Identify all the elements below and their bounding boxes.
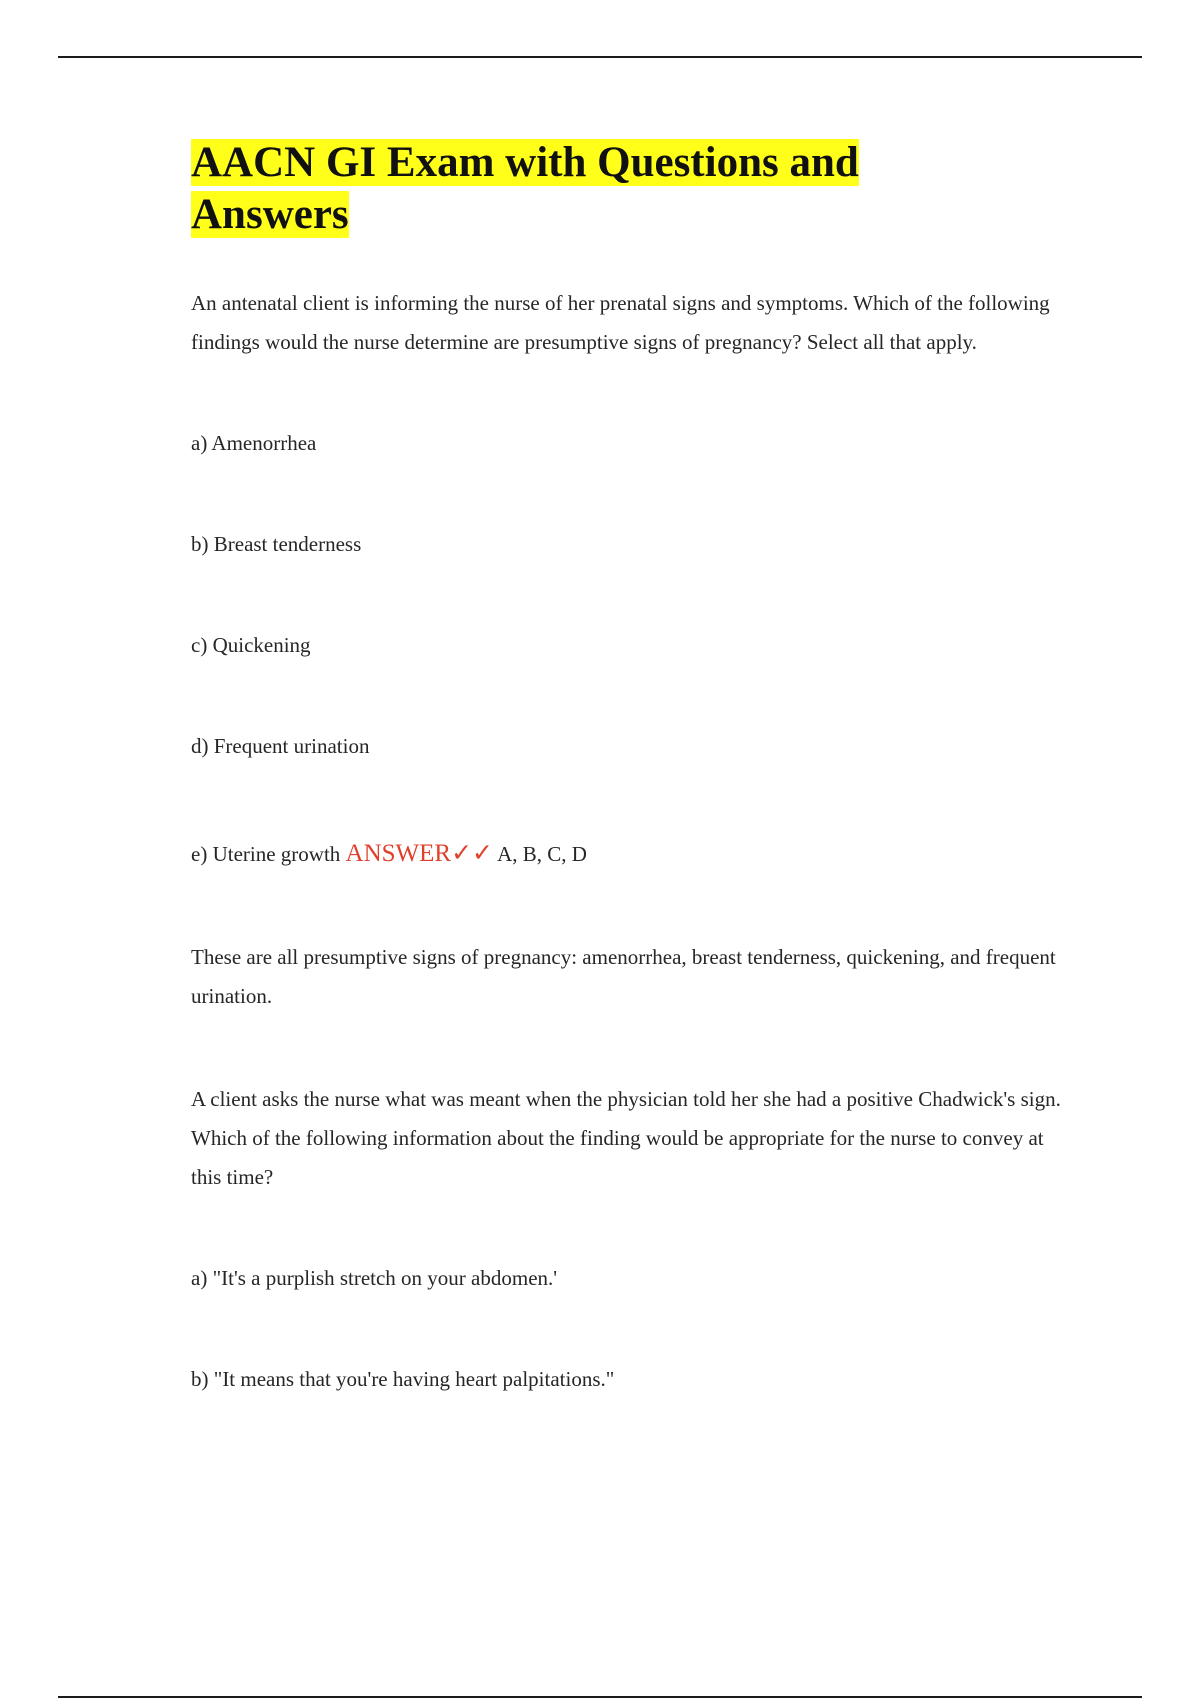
question-2-option-b: b) "It means that you're having heart palpitations." — [191, 1367, 615, 1391]
document-body — [191, 137, 1071, 1399]
question-1-option-d: d) Frequent urination — [191, 734, 370, 758]
question-1-option-a: a) Amenorrhea — [191, 431, 317, 455]
question-1-text: An antenatal client is informing the nurse of her prenatal signs and symptoms. Which of the following findings would the nurse determine are presumptive signs of pregnancy? Select all that apply. — [191, 291, 1050, 354]
answer-value: A, B, C, D — [497, 842, 587, 866]
title-line-1: AACN GI Exam with Questions and — [191, 139, 859, 186]
question-1-option-e-with-answer — [191, 834, 1071, 874]
question-1-option-c: c) Quickening — [191, 633, 311, 657]
question-1-option-e: e) Uterine growth — [191, 842, 341, 866]
question-2-text: A client asks the nurse what was meant when the physician told her she had a positive Chadwick's sign. Which of the following information about the finding would be appropriate for the nurse to convey at this time? — [191, 1087, 1061, 1189]
top-rule — [58, 56, 1142, 58]
bottom-rule — [58, 1696, 1142, 1698]
question-1-explanation: These are all presumptive signs of pregnancy: amenorrhea, breast tenderness, quickening, and frequent urination. — [191, 945, 1056, 1008]
answer-label: ANSWER✓✓ — [345, 840, 493, 867]
title-line-2: Answers — [191, 191, 349, 238]
document-title — [191, 137, 1071, 241]
question-2-option-a: a) "It's a purplish stretch on your abdomen.' — [191, 1266, 558, 1290]
question-1-option-b: b) Breast tenderness — [191, 532, 362, 556]
